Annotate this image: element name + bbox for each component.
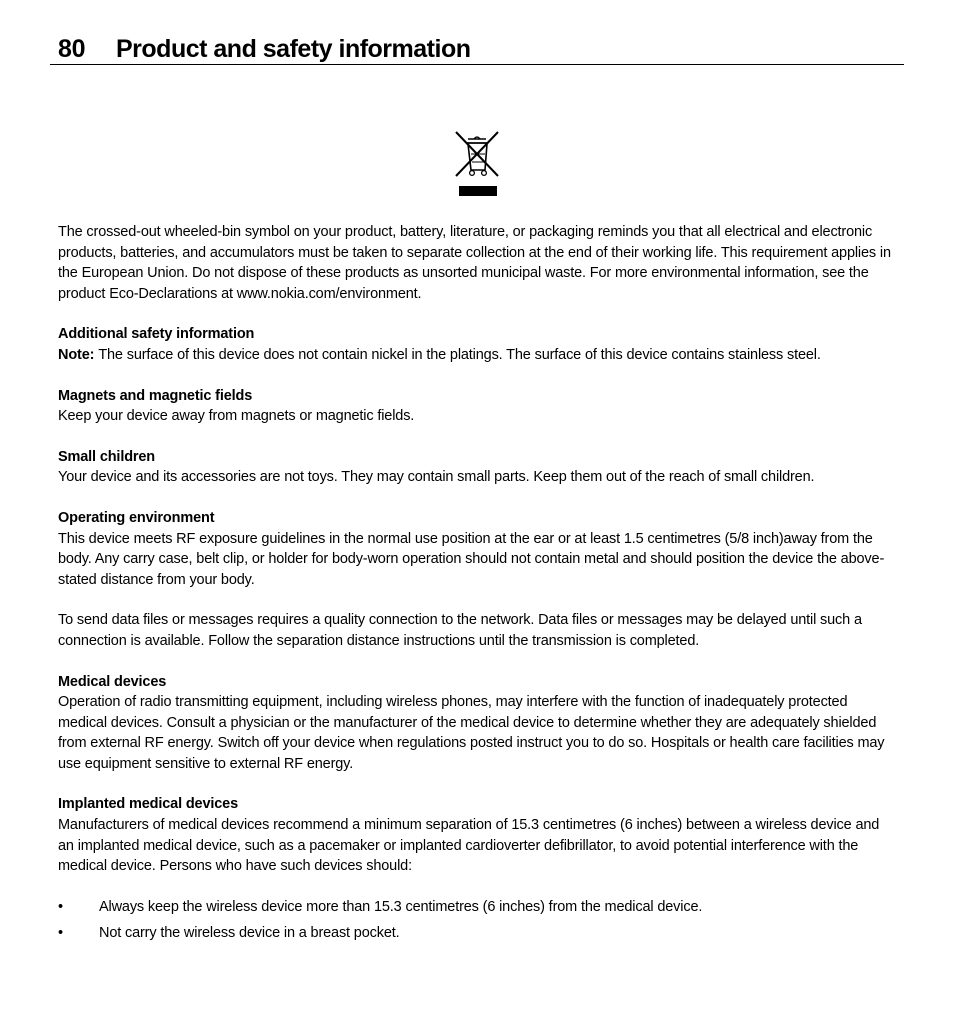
section-operating-environment [58,508,898,652]
section-heading: Magnets and magnetic fields [58,387,253,404]
section-heading: Implanted medical devices [58,796,238,813]
bullet-icon: • [58,898,63,915]
section-text: Manufacturers of medical devices recommend a minimum separation of 15.3 centimetres (6 inches) between a wireless device and an implanted medical device, such as a pacemaker or implanted cardioverter defibrillator, to avoid potential interference with the medical device. Persons who have such devices should: [58,817,880,875]
section-additional-safety [58,324,898,365]
section-text: Keep your device away from magnets or magnetic fields. [58,408,415,425]
section-text: This device meets RF exposure guidelines in the normal use position at the ear or at least 1.5 centimetres (5/8 inch)away from the body. Any carry case, belt clip, or holder for body-worn operation should not contain metal and should position the device the above-stated distance from your body. [58,530,885,588]
section-small-children [58,447,898,488]
section-heading: Small children [58,448,156,465]
intro-paragraph: The crossed-out wheeled-bin symbol on your product, battery, literature, or packaging reminds you that all electrical and electronic products, batteries, and accumulators must be taken to separate collection at the end of their working life. This requirement applies in the European Union. Do not dispose of these products as unsorted municipal waste. For more environmental information, see the product Eco-Declarations at www.nokia.com/environment. [58,224,891,302]
list-item-text: Always keep the wireless device more than 15.3 centimetres (6 inches) from the medical device. [99,898,703,915]
section-magnets [58,386,898,427]
note-paragraph [58,345,898,366]
document-body [58,222,898,964]
bullet-icon: • [58,925,63,942]
bullet-list [58,897,898,944]
list-item [58,897,898,918]
section-heading: Medical devices [58,673,167,690]
page-number: 80 [58,35,86,63]
page-title: Product and safety information [116,35,471,63]
page-header [50,30,904,65]
crossed-out-wheeled-bin-icon [454,130,500,198]
note-text: The surface of this device does not contain nickel in the platings. The surface of this device contains stainless steel. [98,346,821,363]
section-medical-devices [58,672,898,775]
section-heading: Operating environment [58,509,215,526]
list-item [58,923,898,944]
section-text: Your device and its accessories are not toys. They may contain small parts. Keep them out of the reach of small children. [58,469,815,486]
section-text: To send data files or messages requires a quality connection to the network. Data files or messages may be delayed until such a connection is available. Follow the separation distance instructions until the transmission is completed. [58,612,862,649]
note-label: Note: [58,346,95,363]
section-implanted-medical-devices [58,794,898,944]
section-text: Operation of radio transmitting equipment, including wireless phones, may interfere with the function of inadequately protected medical devices. Consult a physician or the manufacturer of the medical device to determine whether they are adequately shielded from external RF energy. Switch off your device when regulations posted instruct you to do so. Hospitals or health care facilities may use equipment sensitive to external RF energy. [58,694,885,772]
list-item-text: Not carry the wireless device in a breast pocket. [99,925,400,942]
section-heading: Additional safety information [58,326,255,343]
